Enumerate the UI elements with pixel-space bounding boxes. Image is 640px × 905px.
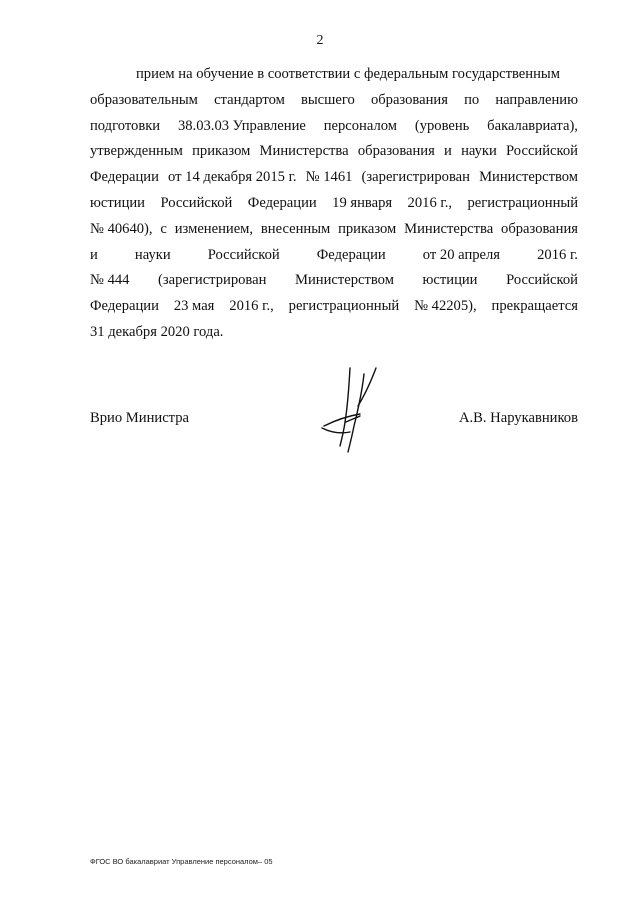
word: 2016 г. <box>537 246 578 263</box>
word: регистрационный <box>467 194 578 211</box>
word: 31 декабря 2020 года. <box>90 323 224 340</box>
word: Министерства <box>404 220 494 237</box>
body-paragraph <box>90 62 578 346</box>
word: юстиции <box>422 272 478 289</box>
signatory-title: Врио Министра <box>90 410 189 426</box>
word: регистрационный <box>288 298 400 315</box>
word: приказом <box>192 143 251 160</box>
paragraph-line <box>90 217 578 243</box>
word: 19 января <box>332 194 393 211</box>
word: 2016 г., <box>407 194 453 211</box>
word: (зарегистрирован <box>361 169 470 186</box>
word: изменением, <box>174 220 254 237</box>
paragraph-line <box>90 268 578 294</box>
word: (уровень <box>414 117 470 134</box>
paragraph-line <box>90 62 578 88</box>
word: образования <box>370 91 448 108</box>
word: образования <box>357 143 435 160</box>
word: Российской <box>506 143 578 160</box>
word: Министерства <box>259 143 349 160</box>
word: 38.03.03 Управление <box>177 117 306 134</box>
word: № 444 <box>90 272 130 289</box>
word: с <box>160 220 167 237</box>
word: внесенным <box>260 220 331 237</box>
word: науки <box>461 143 497 160</box>
word: 23 мая <box>173 298 215 315</box>
word: Федерации <box>247 194 317 211</box>
word: Федерации <box>316 246 386 263</box>
word: высшего <box>300 91 355 108</box>
word: 2016 г., <box>229 298 274 315</box>
handwritten-signature <box>320 366 386 454</box>
paragraph-line <box>90 165 578 191</box>
word: Российской <box>506 272 578 289</box>
word: № 40640), <box>90 220 153 237</box>
word: стандартом <box>214 91 285 108</box>
word: Федерации <box>90 298 159 315</box>
word: прекращается <box>491 298 578 315</box>
paragraph-line <box>90 139 578 165</box>
word: и <box>90 246 98 263</box>
word: бакалавриата), <box>487 117 578 134</box>
word: от 14 декабря 2015 г. <box>168 169 297 186</box>
word: образования <box>501 220 578 237</box>
word: и <box>444 143 452 160</box>
word: приказом <box>338 220 397 237</box>
paragraph-line <box>90 88 578 114</box>
word: утвержденным <box>90 143 183 160</box>
paragraph-line <box>90 114 578 140</box>
word: подготовки <box>90 117 161 134</box>
word: Министерством <box>295 272 394 289</box>
word: Российской <box>160 194 233 211</box>
word: № 42205), <box>414 298 477 315</box>
word: от 20 апреля <box>422 246 501 263</box>
word: науки <box>134 246 171 263</box>
word: прием на обучение в соответствии с федеральным государственным <box>136 66 560 82</box>
word: № 1461 <box>305 169 353 186</box>
word: образовательным <box>90 91 198 108</box>
paragraph-line <box>90 191 578 217</box>
paragraph-line <box>90 243 578 269</box>
paragraph-line <box>90 294 578 320</box>
word: юстиции <box>90 194 145 211</box>
word: Федерации <box>90 169 159 186</box>
word: направлению <box>495 91 578 108</box>
word: персоналом <box>323 117 398 134</box>
word: Российской <box>207 246 280 263</box>
page-number: 2 <box>316 33 324 48</box>
footer-text: ФГОС ВО бакалавриат Управление персоналом– 05 <box>90 857 273 866</box>
word: (зарегистрирован <box>158 272 267 289</box>
paragraph-line <box>90 320 578 346</box>
signature-block <box>90 408 578 468</box>
word: Министерством <box>479 169 578 186</box>
signatory-name: А.В. Нарукавников <box>458 410 578 426</box>
word: по <box>464 91 480 108</box>
